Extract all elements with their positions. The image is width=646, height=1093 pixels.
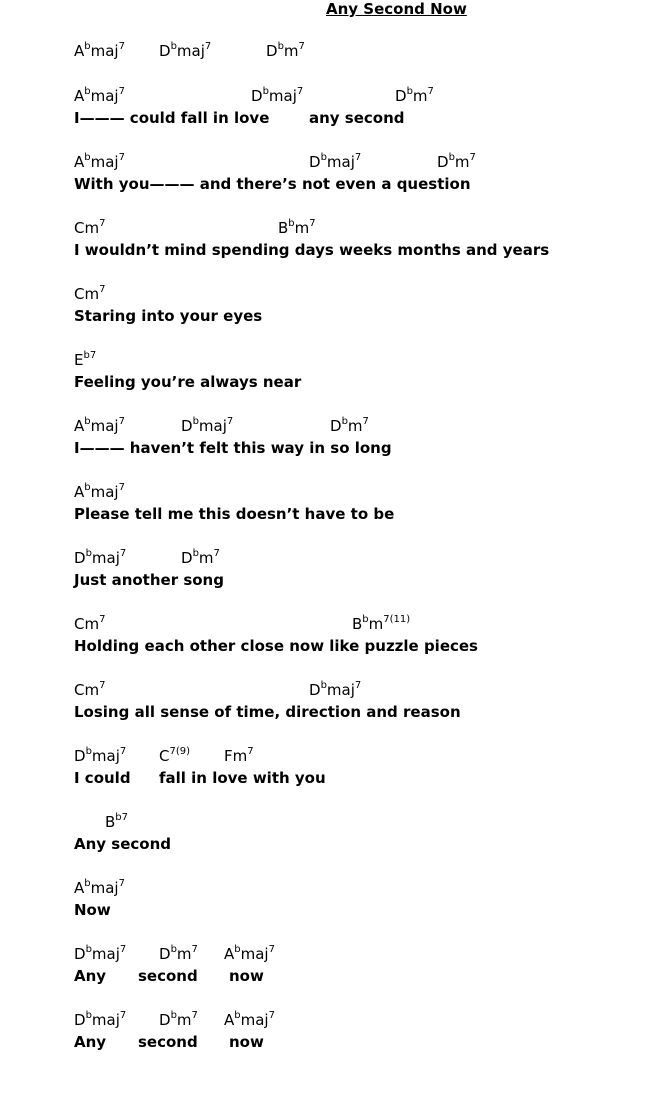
- chord-symbol: $D^bm^7$: [395, 86, 434, 105]
- verse-block: [74, 219, 634, 261]
- lyric-fragment: Please tell me this doesn’t have to be: [74, 505, 395, 523]
- lyric-line: [74, 505, 634, 525]
- verse-block: [74, 615, 634, 657]
- verse-block: [74, 351, 634, 393]
- chord-line: [74, 351, 634, 373]
- chord-symbol: $B^bm^7$: [278, 218, 316, 237]
- lyric-line: [74, 967, 634, 987]
- chord-line: [74, 483, 634, 505]
- chord-line: [74, 219, 634, 241]
- chord-symbol: $A^bmaj^7$: [74, 86, 125, 105]
- verse-block: [74, 813, 634, 855]
- chord-symbol: $A^bmaj^7$: [224, 1010, 275, 1029]
- lyric-line: [74, 109, 634, 129]
- chord-line: [74, 285, 634, 307]
- chord-symbol: $C^{7(9)}$: [159, 746, 191, 765]
- lyric-fragment: I——— haven’t felt this way in so long: [74, 439, 392, 457]
- verse-block: [74, 483, 634, 525]
- verse-block: [74, 747, 634, 789]
- verse-block: [74, 681, 634, 723]
- chord-symbol: $A^bmaj^7$: [224, 944, 275, 963]
- lyric-line: [74, 1033, 634, 1053]
- lyric-line: [74, 835, 634, 855]
- verse-block: [74, 945, 634, 987]
- song-title: Any Second Now: [326, 0, 467, 18]
- chord-symbol: $D^bm^7$: [159, 944, 198, 963]
- chord-symbol: $D^bmaj^7$: [74, 746, 127, 765]
- chord-line: [74, 945, 634, 967]
- chord-symbol: Cm$^7$: [74, 218, 106, 237]
- lyric-fragment: Holding each other close now like puzzle pieces: [74, 637, 478, 655]
- chord-symbol: $D^bm^7$: [266, 41, 305, 60]
- lyric-fragment: Feeling you’re always near: [74, 373, 302, 391]
- lyric-fragment: I——— could fall in love: [74, 109, 270, 127]
- verse-block: [74, 153, 634, 195]
- chord-symbol: $D^bmaj^7$: [309, 680, 362, 699]
- lyric-fragment: Now: [74, 901, 111, 919]
- lyric-line: [74, 241, 634, 261]
- verse-block: [74, 87, 634, 129]
- chord-symbol: $B^{b7}$: [105, 812, 129, 831]
- chord-symbol: $D^bmaj^7$: [74, 548, 127, 567]
- chord-line: [74, 879, 634, 901]
- chord-line: [74, 87, 634, 109]
- chord-symbol: Cm$^7$: [74, 284, 106, 303]
- lyric-fragment: fall in love with you: [159, 769, 326, 787]
- lyric-line: [74, 307, 634, 327]
- chord-symbol: $D^bm^7$: [437, 152, 476, 171]
- lyric-line: [74, 175, 634, 195]
- verse-block: [74, 285, 634, 327]
- chord-line: [74, 681, 634, 703]
- chord-line: [74, 42, 634, 64]
- chord-symbol: $D^bmaj^7$: [74, 944, 127, 963]
- lyric-fragment: I wouldn’t mind spending days weeks months and years: [74, 241, 550, 259]
- lyric-fragment: Any: [74, 1033, 107, 1051]
- chord-symbol: Cm$^7$: [74, 680, 106, 699]
- lyric-fragment: now: [229, 1033, 264, 1051]
- chord-symbol: $A^bmaj^7$: [74, 41, 125, 60]
- chord-symbol: $B^bm^{7(11)}$: [352, 614, 411, 633]
- lyric-fragment: Staring into your eyes: [74, 307, 263, 325]
- lyric-line: [74, 769, 634, 789]
- verse-block: [74, 549, 634, 591]
- verse-block: [74, 879, 634, 921]
- lyric-fragment: Any: [74, 967, 107, 985]
- chord-symbol: $A^bmaj^7$: [74, 152, 125, 171]
- lyric-fragment: With you——— and there’s not even a question: [74, 175, 471, 193]
- chord-symbol: Cm$^7$: [74, 614, 106, 633]
- lyric-line: [74, 637, 634, 657]
- chord-symbol: $D^bm^7$: [181, 548, 220, 567]
- chord-line: [74, 1011, 634, 1033]
- lyric-fragment: second: [138, 967, 198, 985]
- verse-block: [74, 417, 634, 459]
- chord-line: [74, 153, 634, 175]
- chord-symbol: $D^bmaj^7$: [251, 86, 304, 105]
- lyric-fragment: Losing all sense of time, direction and reason: [74, 703, 461, 721]
- chord-line: [74, 615, 634, 637]
- chord-symbol: Fm$^7$: [224, 746, 254, 765]
- chord-symbol: $D^bmaj^7$: [309, 152, 362, 171]
- chord-symbol: $D^bmaj^7$: [74, 1010, 127, 1029]
- lyric-line: [74, 703, 634, 723]
- lyric-line: [74, 571, 634, 591]
- chord-line: [74, 747, 634, 769]
- chord-symbol: $D^bmaj^7$: [181, 416, 234, 435]
- lyric-fragment: Just another song: [74, 571, 224, 589]
- lyric-fragment: any second: [309, 109, 405, 127]
- chord-symbol: $D^bm^7$: [159, 1010, 198, 1029]
- lyric-fragment: Any second: [74, 835, 172, 853]
- chord-line: [74, 549, 634, 571]
- lyric-line: [74, 439, 634, 459]
- chord-symbol: $A^bmaj^7$: [74, 482, 125, 501]
- verse-block: [74, 42, 634, 64]
- lyric-fragment: now: [229, 967, 264, 985]
- chord-symbol: $E^{b7}$: [74, 350, 97, 369]
- lyric-fragment: second: [138, 1033, 198, 1051]
- chord-symbol: $A^bmaj^7$: [74, 416, 125, 435]
- chord-line: [74, 417, 634, 439]
- lyric-fragment: I could: [74, 769, 131, 787]
- chord-symbol: $D^bmaj^7$: [159, 41, 212, 60]
- chord-line: [74, 813, 634, 835]
- lyric-line: [74, 901, 634, 921]
- verse-block: [74, 1011, 634, 1053]
- chord-symbol: $A^bmaj^7$: [74, 878, 125, 897]
- chord-symbol: $D^bm^7$: [330, 416, 369, 435]
- lyric-line: [74, 373, 634, 393]
